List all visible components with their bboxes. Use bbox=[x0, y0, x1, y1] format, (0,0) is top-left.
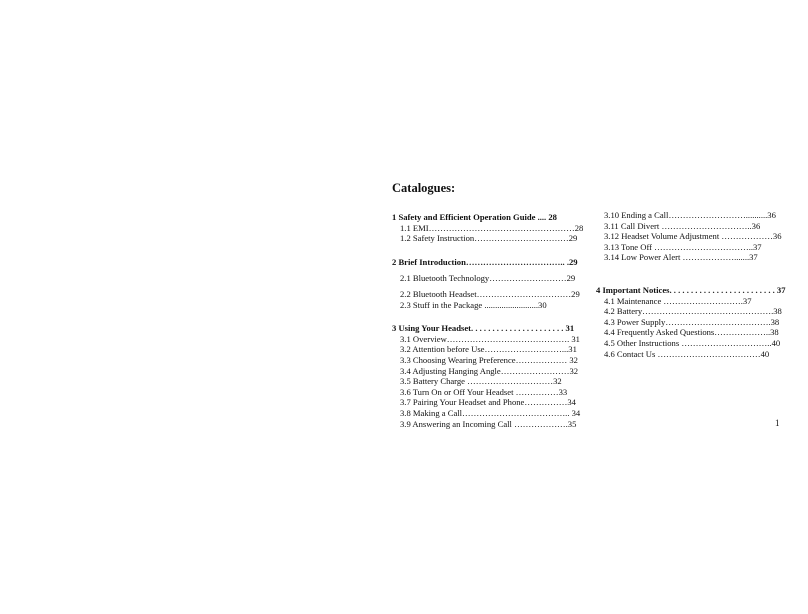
toc-entry: 3.6 Turn On or Off Your Headset ……………33 bbox=[400, 386, 568, 397]
toc-entry: 3.14 Low Power Alert ……………….......37 bbox=[604, 252, 758, 263]
toc-section-2: 2 Brief Introduction…………………………….. .29 bbox=[392, 256, 578, 267]
toc-entry: 2.2 Bluetooth Headset……………………………29 bbox=[400, 288, 580, 299]
toc-section-1: 1 Safety and Efficient Operation Guide .... 28 bbox=[392, 212, 557, 222]
toc-section-3: 3 Using Your Headset. . . . . . . . . . . . . . . . . . . . . . 31 bbox=[392, 323, 575, 334]
page-number: 1 bbox=[775, 418, 780, 428]
toc-entry: 3.9 Answering an Incoming Call ……………….35 bbox=[400, 418, 577, 429]
toc-entry: 3.8 Making a Call……………………………….. 34 bbox=[400, 407, 581, 418]
toc-entry: 4.3 Power Supply……………………………….38 bbox=[604, 316, 780, 327]
toc-entry: 1.2 Safety Instruction……………………………29 bbox=[400, 233, 578, 244]
toc-section-4: 4 Important Notices. . . . . . . . . . . . . . . . . . . . . . . . . 37 bbox=[596, 284, 786, 295]
toc-entry: 4.6 Contact Us ………………………………40 bbox=[604, 348, 770, 359]
toc-entry: 2.3 Stuff in the Package .........................30 bbox=[400, 299, 547, 310]
toc-entry: 3.11 Call Divert …………………………..36 bbox=[604, 220, 761, 231]
toc-entry: 3.2 Attention before Use………………………...31 bbox=[400, 344, 577, 355]
toc-entry: 3.5 Battery Charge …………………………32 bbox=[400, 376, 562, 387]
toc-entry: 3.7 Pairing Your Headset and Phone……………34 bbox=[400, 397, 576, 408]
toc-entry: 4.5 Other Instructions …………………………..40 bbox=[604, 337, 781, 348]
toc-entry: 3.1 Overview……………………………………. 31 bbox=[400, 333, 580, 344]
toc-entry: 3.13 Tone Off ……………………………..37 bbox=[604, 241, 762, 252]
toc-entry: 3.4 Adjusting Hanging Angle……………………32 bbox=[400, 365, 579, 376]
toc-entry: 3.12 Headset Volume Adjustment ………………36 bbox=[604, 231, 782, 242]
toc-left-column bbox=[392, 212, 584, 429]
toc-entry: 3.3 Choosing Wearing Preference……………… 32 bbox=[400, 354, 578, 365]
toc-entry: 2.1 Bluetooth Technology………………………29 bbox=[400, 272, 576, 283]
toc-entry: 4.1 Maintenance ……………………….37 bbox=[604, 295, 752, 306]
toc-right-column bbox=[596, 210, 786, 359]
toc-entry: 3.10 Ending a Call………………………..........36 bbox=[604, 210, 776, 220]
toc-entry: 1.1 EMI……………………………………………28 bbox=[400, 222, 584, 233]
toc-entry: 4.4 Frequently Asked Questions………………..38 bbox=[604, 327, 779, 338]
page-title: Catalogues: bbox=[392, 181, 456, 195]
toc-entry: 4.2 Battery……………………………………….38 bbox=[604, 306, 782, 317]
